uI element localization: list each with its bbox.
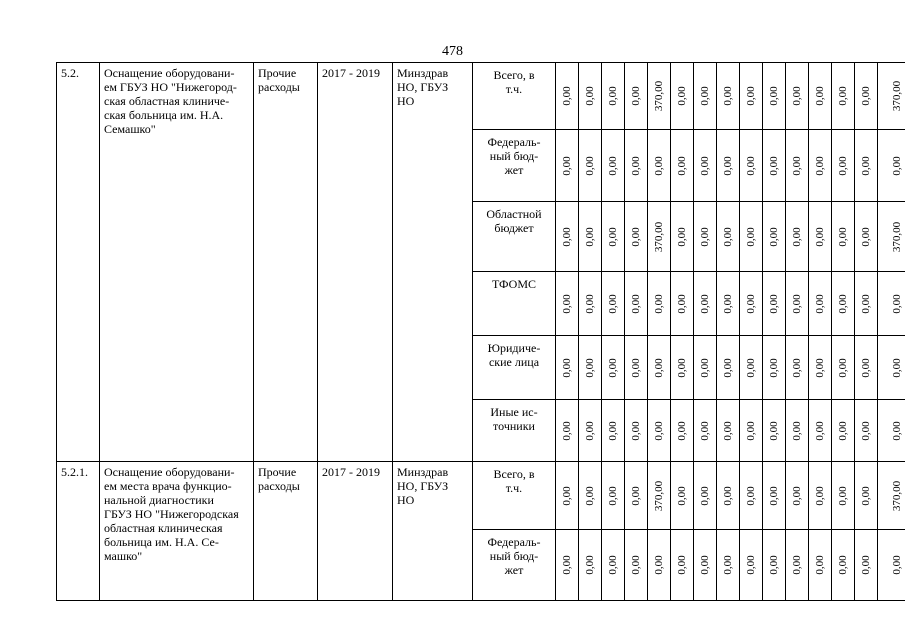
table-row <box>57 63 905 130</box>
amount-value: 0,00 <box>890 155 903 176</box>
amount-cell <box>717 130 740 202</box>
amount-value: 0,00 <box>890 420 903 441</box>
funding-source-label: Всего, в т.ч. <box>473 63 556 130</box>
amount-value: 0,00 <box>768 357 780 378</box>
amount-cell <box>602 400 625 462</box>
amount-cell <box>878 400 905 462</box>
amount-value: 0,00 <box>745 420 757 441</box>
amount-value: 0,00 <box>860 86 872 106</box>
amount-cell <box>855 202 878 272</box>
amount-value: 0,00 <box>814 293 826 314</box>
amount-value: 0,00 <box>791 155 803 176</box>
amount-cell <box>832 462 855 530</box>
row-number: 5.2. <box>57 63 100 462</box>
amount-value: 0,00 <box>561 555 573 575</box>
amount-value: 370,00 <box>653 80 665 112</box>
amount-cell <box>602 130 625 202</box>
amount-value: 0,00 <box>860 226 872 247</box>
amount-value: 0,00 <box>676 357 688 378</box>
amount-value: 0,00 <box>722 155 734 176</box>
amount-value: 0,00 <box>860 555 872 575</box>
amount-cell <box>717 202 740 272</box>
amount-cell <box>579 400 602 462</box>
amount-cell <box>671 336 694 400</box>
amount-cell <box>786 202 809 272</box>
amount-cell <box>809 400 832 462</box>
amount-cell <box>556 530 579 601</box>
amount-cell <box>855 462 878 530</box>
amount-cell <box>832 202 855 272</box>
amount-cell <box>717 400 740 462</box>
amount-cell <box>809 530 832 601</box>
amount-value: 0,00 <box>584 226 596 247</box>
table-row <box>57 462 905 530</box>
amount-cell <box>694 130 717 202</box>
amount-cell <box>878 63 905 130</box>
amount-value: 0,00 <box>630 86 642 106</box>
amount-cell <box>602 530 625 601</box>
amount-value: 0,00 <box>745 293 757 314</box>
amount-value: 0,00 <box>814 555 826 575</box>
amount-cell <box>763 202 786 272</box>
amount-value: 0,00 <box>768 155 780 176</box>
amount-value: 0,00 <box>722 555 734 575</box>
amount-cell <box>809 130 832 202</box>
amount-value: 0,00 <box>699 155 711 176</box>
funding-source-label: Всего, в т.ч. <box>473 462 556 530</box>
amount-cell <box>786 63 809 130</box>
amount-value: 0,00 <box>607 293 619 314</box>
amount-cell <box>694 400 717 462</box>
amount-cell <box>855 336 878 400</box>
amount-cell <box>832 336 855 400</box>
amount-cell <box>855 130 878 202</box>
amount-value: 0,00 <box>791 485 803 506</box>
amount-value: 0,00 <box>630 226 642 247</box>
amount-cell <box>763 462 786 530</box>
amount-value: 0,00 <box>607 420 619 441</box>
amount-value: 0,00 <box>630 485 642 506</box>
amount-cell <box>602 336 625 400</box>
amount-value: 0,00 <box>699 485 711 506</box>
amount-value: 0,00 <box>860 420 872 441</box>
amount-cell <box>740 530 763 601</box>
amount-value: 0,00 <box>837 420 849 441</box>
amount-cell <box>579 336 602 400</box>
amount-value: 0,00 <box>676 226 688 247</box>
amount-value: 0,00 <box>653 420 665 441</box>
amount-cell <box>740 462 763 530</box>
amount-cell <box>671 130 694 202</box>
amount-cell <box>648 272 671 336</box>
amount-value: 0,00 <box>722 485 734 506</box>
amount-value: 0,00 <box>699 555 711 575</box>
amount-cell <box>579 462 602 530</box>
amount-value: 0,00 <box>768 86 780 106</box>
amount-cell <box>832 530 855 601</box>
row-period: 2017 - 2019 <box>318 462 393 601</box>
amount-cell <box>809 202 832 272</box>
amount-cell <box>855 530 878 601</box>
funding-source-label: Федераль- ный бюд- жет <box>473 130 556 202</box>
amount-cell <box>671 400 694 462</box>
amount-cell <box>878 530 905 601</box>
amount-cell <box>717 462 740 530</box>
amount-value: 0,00 <box>860 155 872 176</box>
amount-cell <box>717 63 740 130</box>
amount-value: 0,00 <box>676 485 688 506</box>
amount-cell <box>694 336 717 400</box>
amount-value: 0,00 <box>890 357 903 378</box>
amount-cell <box>786 272 809 336</box>
amount-value: 0,00 <box>561 293 573 314</box>
amount-value: 0,00 <box>890 293 903 314</box>
row-number: 5.2.1. <box>57 462 100 601</box>
amount-cell <box>740 63 763 130</box>
amount-value: 0,00 <box>837 555 849 575</box>
amount-value: 0,00 <box>722 357 734 378</box>
amount-value: 0,00 <box>584 357 596 378</box>
amount-cell <box>786 336 809 400</box>
amount-value: 0,00 <box>653 155 665 176</box>
amount-cell <box>809 462 832 530</box>
amount-cell <box>786 462 809 530</box>
amount-value: 0,00 <box>676 155 688 176</box>
amount-value: 0,00 <box>768 555 780 575</box>
amount-cell <box>855 63 878 130</box>
amount-cell <box>671 272 694 336</box>
amount-value: 0,00 <box>860 293 872 314</box>
amount-value: 0,00 <box>745 357 757 378</box>
amount-cell <box>602 272 625 336</box>
amount-cell <box>832 272 855 336</box>
funding-source-label: Иные ис- точники <box>473 400 556 462</box>
amount-value: 0,00 <box>584 555 596 575</box>
amount-cell <box>625 63 648 130</box>
amount-cell <box>579 202 602 272</box>
amount-cell <box>556 400 579 462</box>
amount-value: 0,00 <box>745 485 757 506</box>
amount-cell <box>694 462 717 530</box>
amount-cell <box>786 400 809 462</box>
funding-source-label: Юридиче- ские лица <box>473 336 556 400</box>
amount-cell <box>671 530 694 601</box>
amount-value: 0,00 <box>745 155 757 176</box>
amount-value: 0,00 <box>584 86 596 106</box>
amount-value: 370,00 <box>890 480 903 511</box>
amount-cell <box>556 202 579 272</box>
funding-source-label: Федераль- ный бюд- жет <box>473 530 556 601</box>
row-executor: Минздрав НО, ГБУЗ НО <box>393 462 473 601</box>
amount-value: 0,00 <box>699 86 711 106</box>
amount-cell <box>878 130 905 202</box>
amount-cell <box>556 63 579 130</box>
amount-value: 0,00 <box>791 555 803 575</box>
amount-cell <box>740 400 763 462</box>
amount-value: 0,00 <box>699 226 711 247</box>
amount-cell <box>786 130 809 202</box>
amount-cell <box>602 202 625 272</box>
amount-value: 0,00 <box>561 420 573 441</box>
amount-value: 0,00 <box>561 226 573 247</box>
amount-cell <box>717 272 740 336</box>
amount-cell <box>579 530 602 601</box>
row-expense-type: Прочие расходы <box>254 63 318 462</box>
amount-value: 370,00 <box>653 221 665 252</box>
amount-cell <box>740 272 763 336</box>
row-name: Оснащение оборудовани- ем места врача функцио- нальной диагностики ГБУЗ НО "Нижегородская областная клиническая больница им. Н.А. Се- машко" <box>100 462 254 601</box>
amount-cell <box>648 202 671 272</box>
amount-value: 0,00 <box>699 293 711 314</box>
amount-value: 0,00 <box>676 86 688 106</box>
amount-cell <box>671 462 694 530</box>
amount-cell <box>878 272 905 336</box>
amount-value: 0,00 <box>837 357 849 378</box>
amount-value: 0,00 <box>561 86 573 106</box>
amount-value: 0,00 <box>745 86 757 106</box>
amount-value: 0,00 <box>814 86 826 106</box>
amount-value: 0,00 <box>791 420 803 441</box>
amount-cell <box>740 336 763 400</box>
amount-cell <box>832 130 855 202</box>
amount-value: 370,00 <box>653 480 665 511</box>
amount-value: 0,00 <box>630 555 642 575</box>
amount-cell <box>556 130 579 202</box>
amount-value: 0,00 <box>814 155 826 176</box>
amount-value: 0,00 <box>722 420 734 441</box>
amount-value: 0,00 <box>561 485 573 506</box>
amount-cell <box>763 130 786 202</box>
amount-value: 0,00 <box>630 420 642 441</box>
amount-cell <box>602 63 625 130</box>
amount-cell <box>717 530 740 601</box>
amount-cell <box>763 63 786 130</box>
amount-value: 0,00 <box>722 86 734 106</box>
amount-cell <box>832 400 855 462</box>
amount-value: 0,00 <box>791 226 803 247</box>
amount-cell <box>671 63 694 130</box>
amount-cell <box>694 530 717 601</box>
amount-cell <box>740 202 763 272</box>
amount-cell <box>625 272 648 336</box>
amount-cell <box>556 272 579 336</box>
amount-value: 0,00 <box>607 555 619 575</box>
amount-value: 0,00 <box>699 357 711 378</box>
amount-cell <box>855 400 878 462</box>
amount-cell <box>625 400 648 462</box>
amount-value: 0,00 <box>837 226 849 247</box>
amount-cell <box>556 336 579 400</box>
amount-value: 0,00 <box>653 357 665 378</box>
amount-value: 370,00 <box>890 80 903 112</box>
amount-value: 0,00 <box>676 420 688 441</box>
amount-cell <box>763 336 786 400</box>
amount-value: 0,00 <box>630 357 642 378</box>
amount-cell <box>763 530 786 601</box>
amount-cell <box>625 462 648 530</box>
amount-cell <box>786 530 809 601</box>
amount-value: 0,00 <box>814 357 826 378</box>
amount-value: 0,00 <box>837 155 849 176</box>
amount-value: 0,00 <box>860 485 872 506</box>
row-executor: Минздрав НО, ГБУЗ НО <box>393 63 473 462</box>
amount-cell <box>579 130 602 202</box>
amount-value: 0,00 <box>722 226 734 247</box>
amount-value: 0,00 <box>860 357 872 378</box>
amount-value: 0,00 <box>561 155 573 176</box>
amount-value: 0,00 <box>814 420 826 441</box>
amount-value: 0,00 <box>814 226 826 247</box>
amount-value: 0,00 <box>584 293 596 314</box>
amount-value: 0,00 <box>745 226 757 247</box>
amount-cell <box>579 63 602 130</box>
amount-cell <box>878 336 905 400</box>
amount-cell <box>809 272 832 336</box>
amount-value: 0,00 <box>607 86 619 106</box>
row-period: 2017 - 2019 <box>318 63 393 462</box>
amount-value: 0,00 <box>791 86 803 106</box>
amount-cell <box>625 336 648 400</box>
amount-value: 0,00 <box>584 155 596 176</box>
amount-cell <box>625 530 648 601</box>
amount-value: 0,00 <box>653 555 665 575</box>
amount-cell <box>671 202 694 272</box>
amount-cell <box>740 130 763 202</box>
amount-value: 0,00 <box>630 293 642 314</box>
amount-value: 0,00 <box>653 293 665 314</box>
amount-value: 0,00 <box>722 293 734 314</box>
amount-value: 370,00 <box>890 221 903 252</box>
page-number: 478 <box>442 44 463 59</box>
amount-value: 0,00 <box>837 86 849 106</box>
amount-value: 0,00 <box>584 485 596 506</box>
amount-value: 0,00 <box>768 485 780 506</box>
amount-value: 0,00 <box>699 420 711 441</box>
amount-value: 0,00 <box>630 155 642 176</box>
amount-cell <box>832 63 855 130</box>
amount-value: 0,00 <box>676 555 688 575</box>
amount-cell <box>648 530 671 601</box>
amount-value: 0,00 <box>607 357 619 378</box>
budget-table <box>56 62 905 601</box>
amount-cell <box>579 272 602 336</box>
amount-cell <box>855 272 878 336</box>
funding-source-label: Областной бюджет <box>473 202 556 272</box>
amount-value: 0,00 <box>607 226 619 247</box>
amount-value: 0,00 <box>768 420 780 441</box>
amount-cell <box>763 272 786 336</box>
amount-cell <box>648 336 671 400</box>
amount-cell <box>763 400 786 462</box>
amount-value: 0,00 <box>837 485 849 506</box>
amount-value: 0,00 <box>890 555 903 575</box>
amount-value: 0,00 <box>607 485 619 506</box>
amount-cell <box>625 202 648 272</box>
amount-value: 0,00 <box>745 555 757 575</box>
amount-value: 0,00 <box>768 293 780 314</box>
amount-value: 0,00 <box>791 293 803 314</box>
amount-value: 0,00 <box>561 357 573 378</box>
amount-cell <box>878 202 905 272</box>
amount-cell <box>717 336 740 400</box>
amount-cell <box>694 202 717 272</box>
amount-cell <box>625 130 648 202</box>
amount-value: 0,00 <box>791 357 803 378</box>
amount-cell <box>694 63 717 130</box>
amount-value: 0,00 <box>837 293 849 314</box>
amount-cell <box>602 462 625 530</box>
amount-cell <box>556 462 579 530</box>
amount-cell <box>878 462 905 530</box>
row-name: Оснащение оборудовани- ем ГБУЗ НО "Нижегород- ская областная клиниче- ская больница им. Н.А. Семашко" <box>100 63 254 462</box>
amount-value: 0,00 <box>814 485 826 506</box>
amount-cell <box>694 272 717 336</box>
amount-cell <box>648 63 671 130</box>
row-expense-type: Прочие расходы <box>254 462 318 601</box>
amount-cell <box>648 130 671 202</box>
amount-value: 0,00 <box>584 420 596 441</box>
amount-value: 0,00 <box>768 226 780 247</box>
funding-source-label: ТФОМС <box>473 272 556 336</box>
amount-value: 0,00 <box>607 155 619 176</box>
amount-cell <box>648 400 671 462</box>
amount-cell <box>809 63 832 130</box>
amount-cell <box>648 462 671 530</box>
amount-cell <box>809 336 832 400</box>
amount-value: 0,00 <box>676 293 688 314</box>
